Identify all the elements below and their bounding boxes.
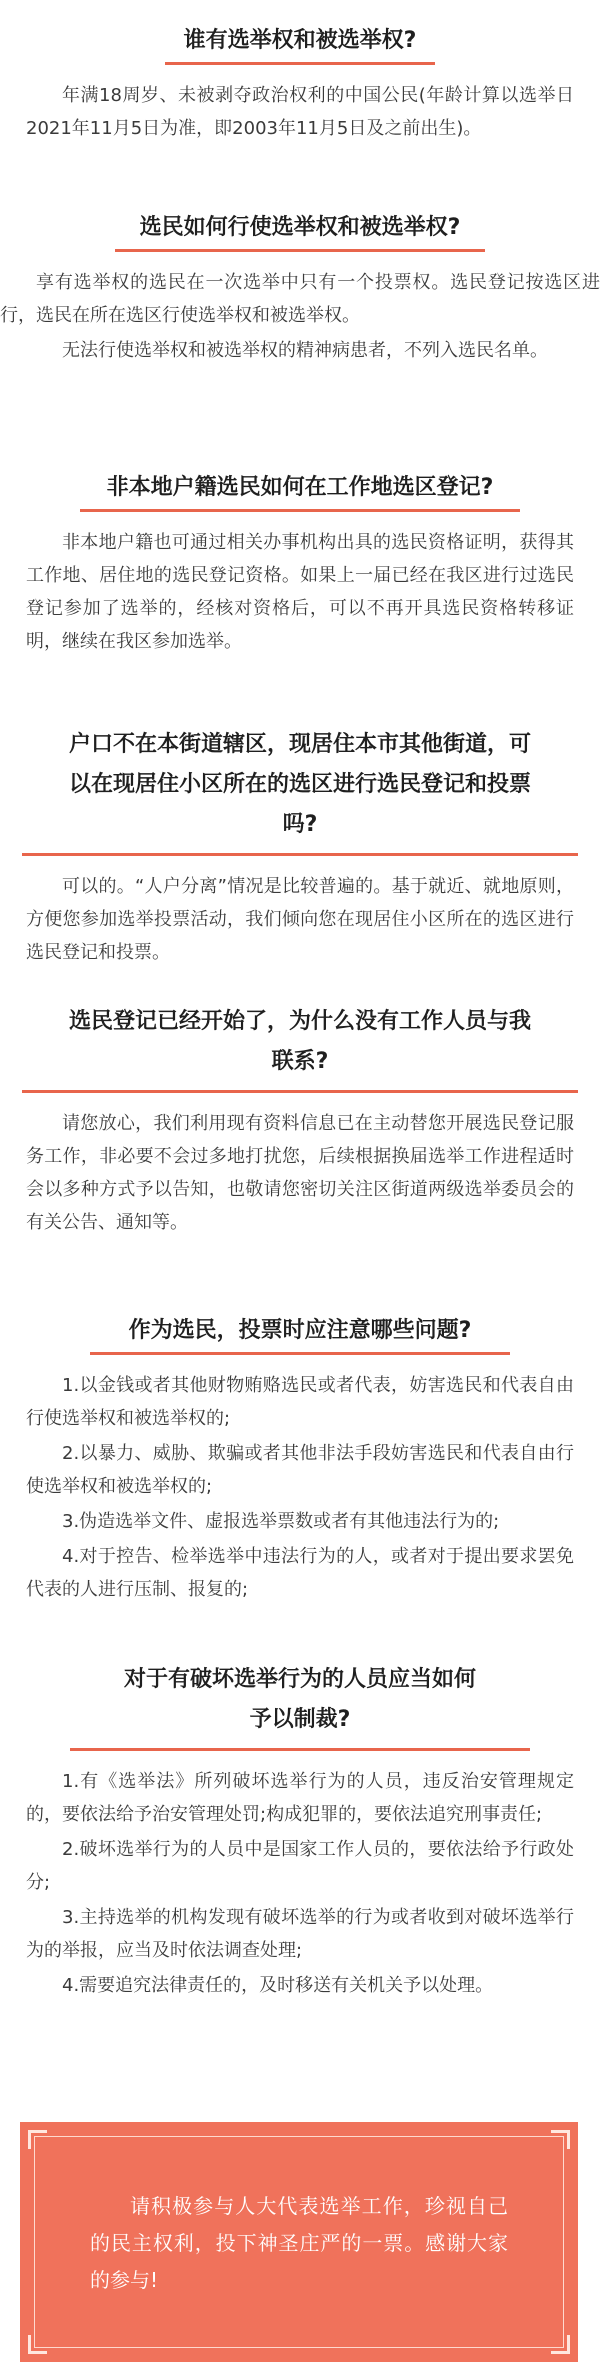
section-title-line: 以在现居住小区所在的选区进行选民登记和投票: [68, 772, 531, 797]
section-title: 作为选民，投票时应注意哪些问题?: [128, 1318, 472, 1343]
list-item: 2.破坏选举行为的人员中是国家工作人员的，要依法给予行政处分;: [26, 1839, 574, 1893]
section-how-to-vote: [0, 207, 600, 367]
callout-text: 请积极参与人大代表选举工作，珍视自己的民主权利，投下神圣庄严的一票。感谢大家的参与!: [90, 2194, 508, 2292]
section-title-line: 户口不在本街道辖区，现居住本市其他街道，可: [68, 732, 531, 757]
section-title: 谁有选举权和被选举权?: [183, 28, 417, 53]
section-paragraph: 享有选举权的选民在一次选举中只有一个投票权。选民登记按选区进行，选民在所在选区行使选举权和被选举权。: [0, 272, 600, 326]
list-item: 4.需要追究法律责任的，及时移送有关机关予以处理。: [62, 1975, 494, 1996]
section-paragraph: 请您放心，我们利用现有资料信息已在主动替您开展选民登记服务工作，非必要不会过多地打扰您，后续根据换届选举工作进程适时会以多种方式予以告知，也敬请您密切关注区街道两级选举委员会的有关公告、通知等。: [26, 1113, 574, 1233]
section-title-line: 吗?: [282, 812, 318, 837]
section-title: 选民如何行使选举权和被选举权?: [139, 215, 461, 240]
section-sanctions: [0, 1660, 600, 2002]
section-paragraph: 年满18周岁、未被剥夺政治权利的中国公民(年龄计算以选举日2021年11月5日为准，即2003年11月5日及之前出生)。: [26, 85, 574, 139]
section-title-line: 选民登记已经开始了，为什么没有工作人员与我: [68, 1009, 531, 1034]
section-title-line: 联系?: [271, 1049, 329, 1074]
corner-ornament-icon: [551, 2335, 570, 2354]
list-item: 2.以暴力、威胁、欺骗或者其他非法手段妨害选民和代表自由行使选举权和被选举权的;: [26, 1443, 574, 1497]
corner-ornament-icon: [28, 2335, 47, 2354]
section-no-contact: [0, 1002, 600, 1239]
section-title-line: 对于有破坏选举行为的人员应当如何: [123, 1667, 476, 1692]
list-item: 1.以金钱或者其他财物贿赂选民或者代表，妨害选民和代表自由行使选举权和被选举权的;: [26, 1375, 574, 1429]
section-non-local-registration: [0, 467, 600, 658]
section-who-can-vote: [0, 20, 600, 145]
section-paragraph: 可以的。“人户分离”情况是比较普遍的。基于就近、就地原则，方便您参加选举投票活动，我们倾向您在现居住小区所在的选区进行选民登记和投票。: [26, 876, 574, 963]
list-item: 4.对于控告、检举选举中违法行为的人，或者对于提出要求罢免代表的人进行压制、报复的;: [26, 1546, 574, 1600]
corner-ornament-icon: [551, 2130, 570, 2149]
closing-callout: [20, 2122, 578, 2362]
list-item: 3.伪造选举文件、虚报选举票数或者有其他违法行为的;: [62, 1511, 500, 1532]
section-paragraph: 无法行使选举权和被选举权的精神病患者，不列入选民名单。: [62, 340, 548, 361]
section-residence-registration: [0, 725, 600, 969]
list-item: 3.主持选举的机构发现有破坏选举的行为或者收到对破坏选举行为的举报，应当及时依法调查处理;: [26, 1907, 574, 1961]
section-voting-notes: [0, 1310, 600, 1606]
corner-ornament-icon: [28, 2130, 47, 2149]
section-title-line: 予以制裁?: [249, 1707, 351, 1732]
section-title: 非本地户籍选民如何在工作地选区登记?: [106, 475, 494, 500]
list-item: 1.有《选举法》所列破坏选举行为的人员，违反治安管理规定的，要依法给予治安管理处罚;构成犯罪的，要依法追究刑事责任;: [26, 1771, 574, 1825]
section-paragraph: 非本地户籍也可通过相关办事机构出具的选民资格证明，获得其工作地、居住地的选民登记资格。如果上一届已经在我区进行过选民登记参加了选举的，经核对资格后，可以不再开具选民资格转移证明，继续在我区参加选举。: [26, 532, 574, 652]
